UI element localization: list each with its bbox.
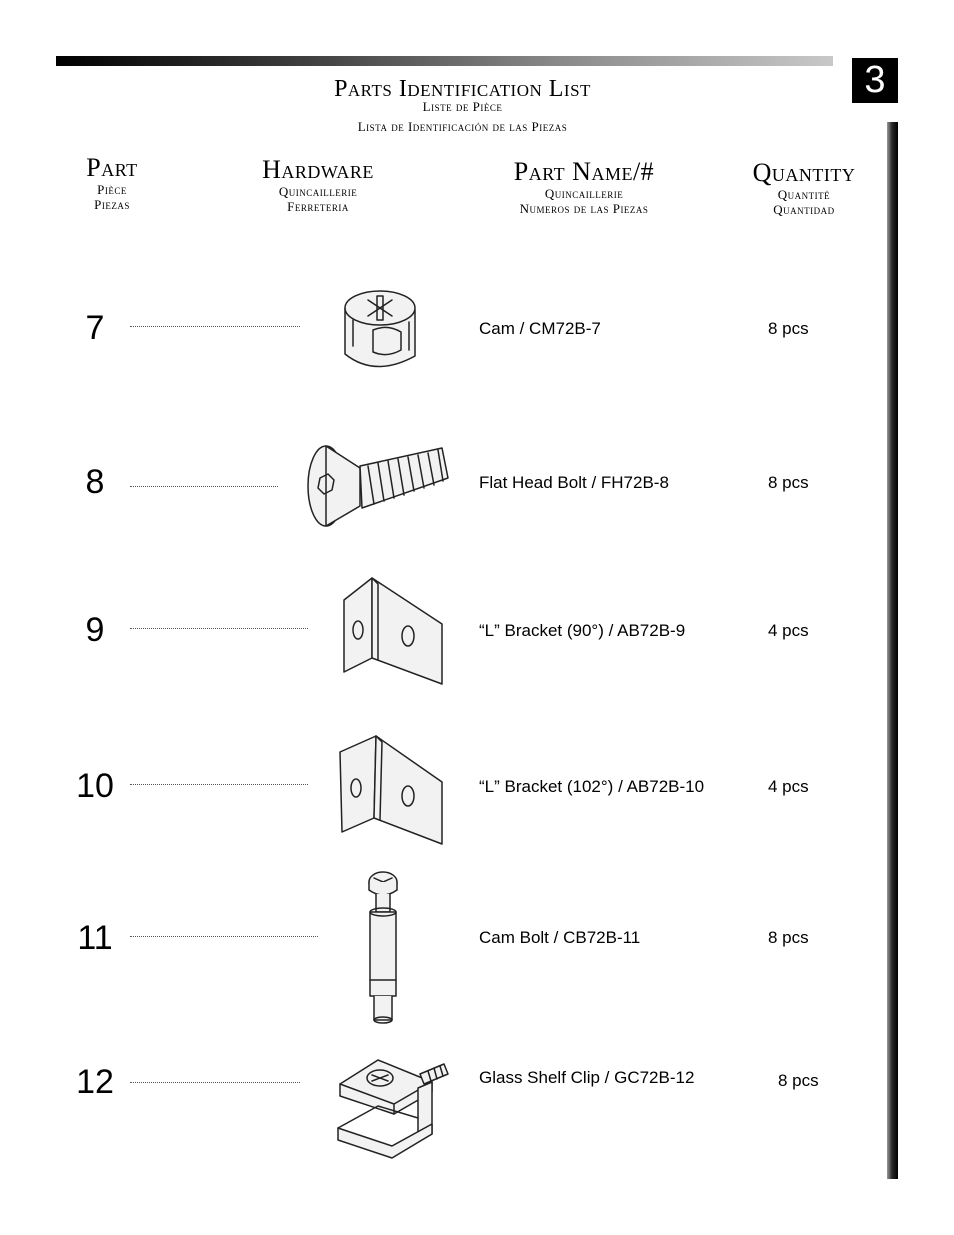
part-number: 11 — [77, 919, 113, 957]
part-name: Cam Bolt / CB72B-11 — [479, 928, 641, 947]
part-quantity: 8 pcs — [768, 473, 809, 492]
part-number: 10 — [76, 767, 114, 805]
part-quantity: 8 pcs — [768, 928, 809, 947]
column-header-quantity — [726, 159, 882, 217]
cam-bolt-icon — [358, 868, 408, 1028]
column-header-part-name — [468, 158, 700, 216]
column-header-quantity-es: Quantidad — [773, 202, 835, 217]
parts-row — [0, 1022, 954, 1142]
parts-row — [0, 268, 954, 388]
part-name: Flat Head Bolt / FH72B-8 — [479, 473, 669, 492]
leader-line — [130, 326, 300, 327]
parts-row — [0, 726, 954, 846]
part-number: 7 — [85, 309, 105, 347]
page-subtitle-es: Lista de Identificación de las Piezas — [357, 119, 568, 134]
part-name: Cam / CM72B-7 — [479, 319, 601, 338]
parts-row — [0, 570, 954, 690]
column-header-quantity-fr: Quantité — [777, 187, 831, 202]
column-header-hardware-title: Hardware — [262, 155, 374, 184]
l-bracket-102-icon — [336, 730, 450, 848]
l-bracket-90-icon — [338, 574, 450, 688]
part-number: 9 — [85, 611, 105, 649]
glass-shelf-clip-icon — [334, 1052, 452, 1162]
part-number: 8 — [85, 463, 105, 501]
column-header-hardware-fr: Quincaillerie — [278, 184, 358, 199]
column-header-part-name-es: Numeros de las Piezas — [519, 201, 649, 216]
cam-icon — [335, 286, 427, 376]
part-quantity: 4 pcs — [768, 621, 809, 640]
parts-row — [0, 422, 954, 542]
leader-line — [130, 628, 308, 629]
part-name: Glass Shelf Clip / GC72B-12 — [479, 1068, 695, 1087]
page-number: 3 — [852, 58, 898, 103]
part-quantity: 4 pcs — [768, 777, 809, 796]
leader-line — [130, 486, 278, 487]
column-header-part-fr: Pièce — [97, 182, 127, 197]
column-header-part-name-title: Part Name/# — [513, 157, 655, 186]
column-header-part — [62, 154, 162, 212]
column-header-hardware — [228, 156, 408, 214]
header-gradient-bar — [56, 56, 833, 66]
column-header-hardware-es: Ferreteria — [287, 199, 349, 214]
flat-head-bolt-icon — [302, 438, 452, 530]
parts-row — [0, 876, 954, 996]
page-title: Parts Identification List — [334, 76, 591, 102]
leader-line — [130, 936, 318, 937]
column-header-part-title: Part — [86, 153, 138, 182]
part-name: “L” Bracket (102°) / AB72B-10 — [479, 777, 705, 796]
column-header-part-es: Piezas — [94, 197, 130, 212]
page-subtitle-fr: Liste de Pièce — [422, 99, 503, 114]
part-name: “L” Bracket (90°) / AB72B-9 — [479, 621, 686, 640]
leader-line — [130, 784, 308, 785]
part-quantity: 8 pcs — [778, 1071, 819, 1090]
leader-line — [130, 1082, 300, 1083]
part-number: 12 — [76, 1063, 114, 1101]
part-quantity: 8 pcs — [768, 319, 809, 338]
column-header-part-name-fr: Quincaillerie — [544, 186, 624, 201]
column-header-quantity-title: Quantity — [752, 158, 856, 187]
